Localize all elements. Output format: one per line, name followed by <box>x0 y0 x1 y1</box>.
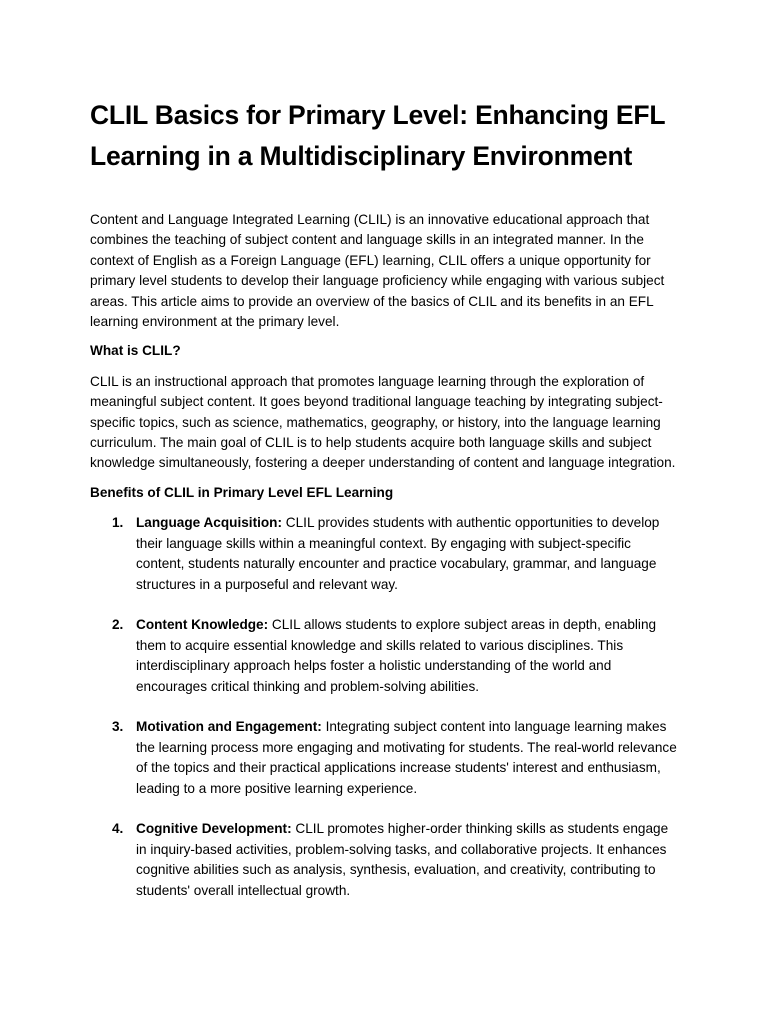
list-item <box>90 819 680 901</box>
document-title: CLIL Basics for Primary Level: Enhancing EFL Learning in a Multidisciplinary Environment <box>90 100 665 171</box>
list-item-text: CLIL promotes higher-order thinking skills as students engage in inquiry-based activities, problem-solving tasks, and collaborative projects. It enhances cognitive abilities such as analysis, synthesis, evaluation, and creativity, contributing to students' overall intellectual growth. <box>136 821 669 898</box>
what-is-clil-paragraph: CLIL is an instructional approach that promotes language learning through the exploration of meaningful subject content. It goes beyond traditional language teaching by integrating subject-specific topics, such as science, mathematics, geography, or history, into the language learning curriculum. The main goal of CLIL is to help students acquire both language skills and subject knowledge simultaneously, fostering a deeper understanding of content and language integration. <box>90 373 676 471</box>
list-item-text: CLIL provides students with authentic opportunities to develop their language skills within a meaningful context. By engaging with subject-specific content, students naturally encounter and practice vocabulary, grammar, and language structures in a purposeful and relevant way. <box>136 515 660 592</box>
list-item <box>90 717 680 799</box>
list-item-text: CLIL allows students to explore subject areas in depth, enabling them to acquire essential knowledge and skills related to various disciplines. This interdisciplinary approach helps foster a holistic understanding of the world and encourages critical thinking and problem-solving abilities. <box>136 617 657 694</box>
list-item-number: 2. <box>112 617 124 633</box>
list-item-number: 3. <box>112 719 124 735</box>
section-heading-what-is-clil: What is CLIL? <box>90 343 181 359</box>
section-heading-benefits: Benefits of CLIL in Primary Level EFL Learning <box>90 484 394 500</box>
intro-paragraph: Content and Language Integrated Learning (CLIL) is an innovative educational approach that combines the teaching of subject content and language skills in an integrated manner. In the context of English as a Foreign Language (EFL) learning, CLIL offers a unique opportunity for primary level students to develop their language proficiency while engaging with various subject areas. This article aims to provide an overview of the basics of CLIL and its benefits in an EFL learning environment at the primary level. <box>90 212 665 330</box>
list-item-number: 4. <box>112 821 124 837</box>
list-item <box>90 513 680 595</box>
list-item-number: 1. <box>112 515 124 531</box>
list-item-term: Cognitive Development: <box>136 821 292 837</box>
list-item-text: Integrating subject content into language learning makes the learning process more engaging and motivating for students. The real-world relevance of the topics and their practical applications increase students' interest and enthusiasm, leading to a more positive learning experience. <box>136 719 677 796</box>
list-item-term: Content Knowledge: <box>136 617 269 633</box>
list-item <box>90 615 680 697</box>
list-item-term: Language Acquisition: <box>136 515 283 531</box>
list-item-term: Motivation and Engagement: <box>136 719 322 735</box>
benefits-list <box>90 513 680 901</box>
